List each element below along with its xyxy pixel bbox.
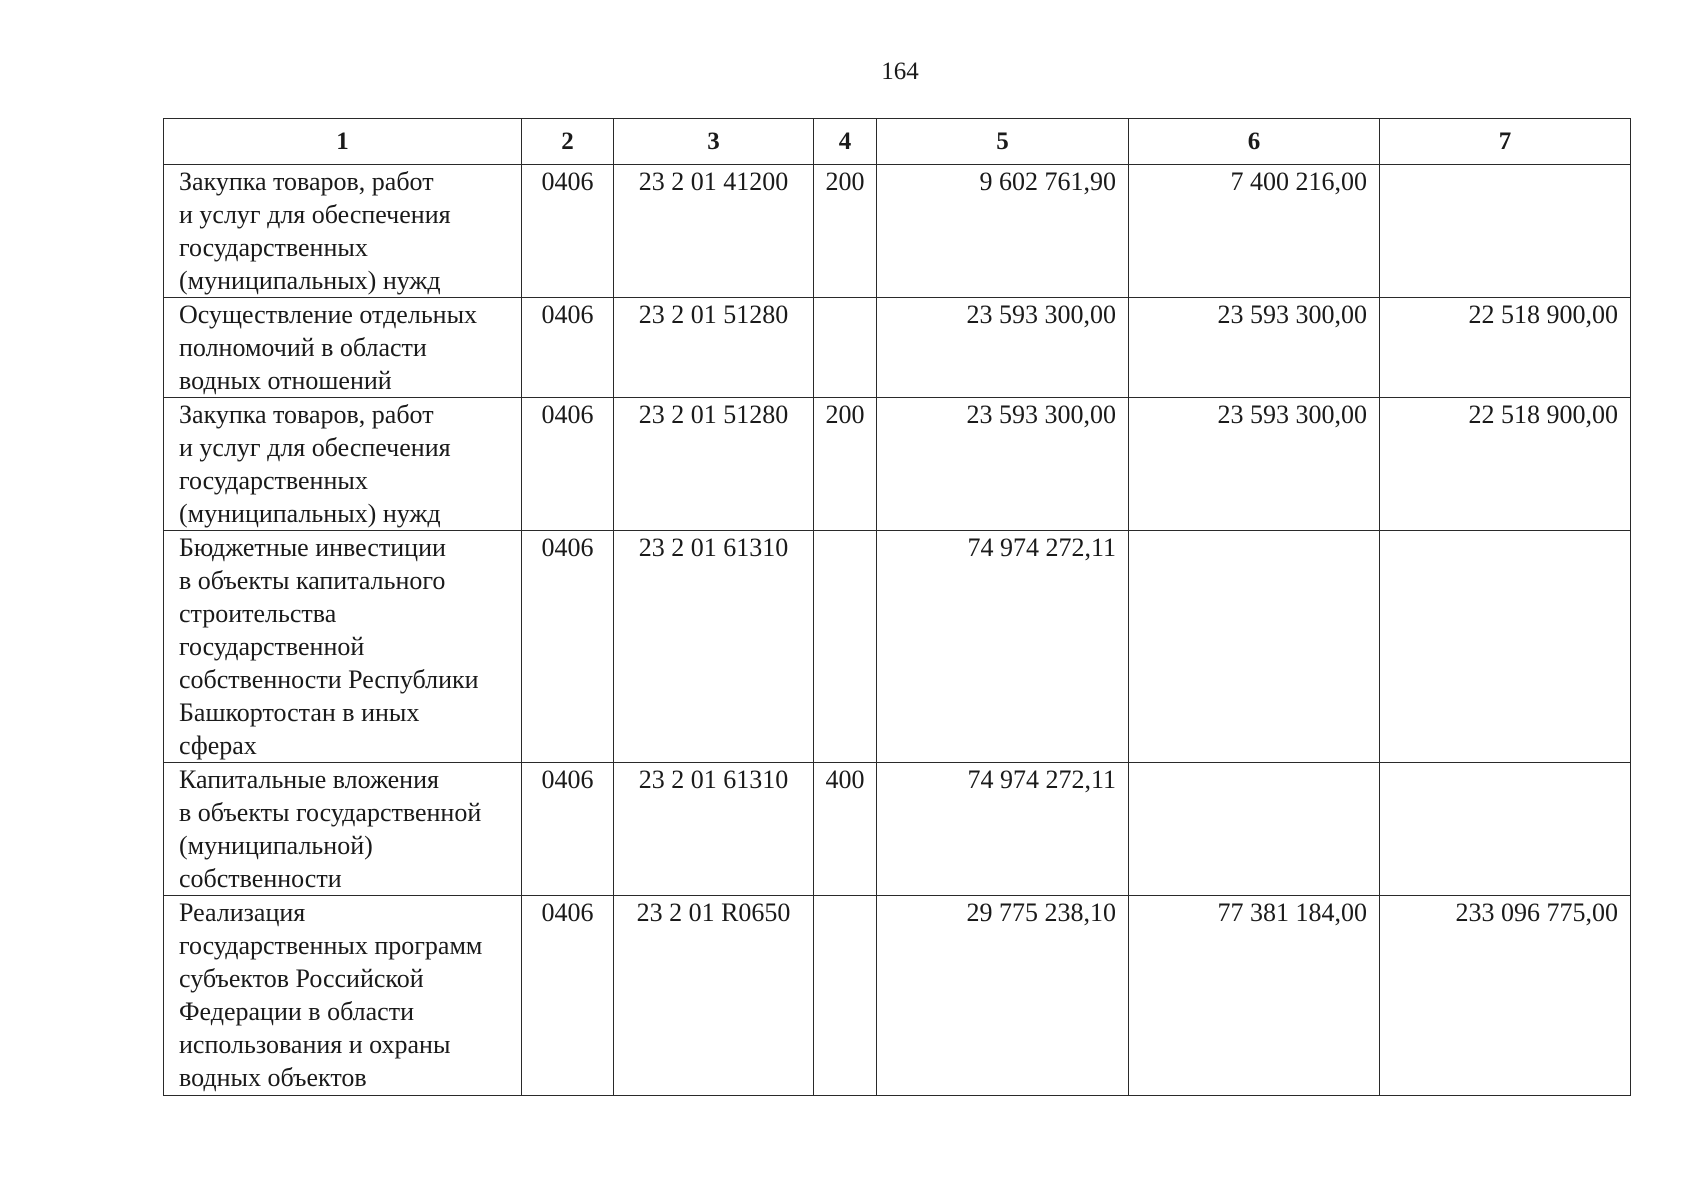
- amount-col5-cell: 9 602 761,90: [877, 165, 1129, 298]
- amount-col7-cell: 233 096 775,00: [1380, 896, 1631, 1096]
- target-code-cell: 23 2 01 51280: [614, 398, 814, 531]
- column-header: 6: [1129, 119, 1380, 165]
- expense-type-cell: 200: [814, 165, 877, 298]
- column-header: 5: [877, 119, 1129, 165]
- item-name-cell: [164, 531, 522, 763]
- amount-col5-cell: 23 593 300,00: [877, 398, 1129, 531]
- amount-col6-cell: 23 593 300,00: [1129, 398, 1380, 531]
- item-name-cell: [164, 398, 522, 531]
- table-row: [164, 763, 1631, 896]
- amount-col7-cell: [1380, 531, 1631, 763]
- item-name: Закупка товаров, работ и услуг для обеспечения государственных (муниципальных) нужд: [179, 167, 451, 295]
- item-name-cell: [164, 896, 522, 1096]
- item-name: Осуществление отдельных полномочий в области водных отношений: [179, 300, 478, 395]
- amount-col6-cell: 7 400 216,00: [1129, 165, 1380, 298]
- section-cell: 0406: [522, 531, 614, 763]
- target-code-cell: 23 2 01 41200: [614, 165, 814, 298]
- target-code-cell: 23 2 01 51280: [614, 298, 814, 398]
- amount-col6-cell: 23 593 300,00: [1129, 298, 1380, 398]
- section-cell: 0406: [522, 165, 614, 298]
- amount-col6-cell: [1129, 531, 1380, 763]
- page-number: 164: [881, 58, 919, 85]
- item-name: Реализация государственных программ субъектов Российской Федерации в области использования и охраны водных объектов: [179, 898, 483, 1092]
- column-header: 4: [814, 119, 877, 165]
- amount-col5-cell: 74 974 272,11: [877, 763, 1129, 896]
- item-name: Капитальные вложения в объекты государственной (муниципальной) собственности: [179, 765, 482, 893]
- amount-col6-cell: [1129, 763, 1380, 896]
- item-name-cell: [164, 298, 522, 398]
- target-code-cell: 23 2 01 61310: [614, 531, 814, 763]
- amount-col5-cell: 23 593 300,00: [877, 298, 1129, 398]
- budget-table: [163, 118, 1631, 1096]
- expense-type-cell: [814, 531, 877, 763]
- amount-col5-cell: 74 974 272,11: [877, 531, 1129, 763]
- table-header-row: [164, 119, 1631, 165]
- column-header: 1: [164, 119, 522, 165]
- item-name-cell: [164, 763, 522, 896]
- amount-col7-cell: [1380, 165, 1631, 298]
- table-row: [164, 165, 1631, 298]
- amount-col7-cell: 22 518 900,00: [1380, 298, 1631, 398]
- section-cell: 0406: [522, 896, 614, 1096]
- section-cell: 0406: [522, 298, 614, 398]
- amount-col6-cell: 77 381 184,00: [1129, 896, 1380, 1096]
- amount-col7-cell: 22 518 900,00: [1380, 398, 1631, 531]
- table-row: [164, 896, 1631, 1096]
- expense-type-cell: 400: [814, 763, 877, 896]
- column-header: 2: [522, 119, 614, 165]
- target-code-cell: 23 2 01 61310: [614, 763, 814, 896]
- item-name-cell: [164, 165, 522, 298]
- table-row: [164, 398, 1631, 531]
- section-cell: 0406: [522, 398, 614, 531]
- item-name: Бюджетные инвестиции в объекты капитального строительства государственной собственности Республики Башкортостан в иных сферах: [179, 533, 479, 760]
- amount-col7-cell: [1380, 763, 1631, 896]
- column-header: 7: [1380, 119, 1631, 165]
- column-header: 3: [614, 119, 814, 165]
- expense-type-cell: [814, 298, 877, 398]
- amount-col5-cell: 29 775 238,10: [877, 896, 1129, 1096]
- expense-type-cell: 200: [814, 398, 877, 531]
- section-cell: 0406: [522, 763, 614, 896]
- table-row: [164, 298, 1631, 398]
- target-code-cell: 23 2 01 R0650: [614, 896, 814, 1096]
- item-name: Закупка товаров, работ и услуг для обеспечения государственных (муниципальных) нужд: [179, 400, 451, 528]
- table-row: [164, 531, 1631, 763]
- expense-type-cell: [814, 896, 877, 1096]
